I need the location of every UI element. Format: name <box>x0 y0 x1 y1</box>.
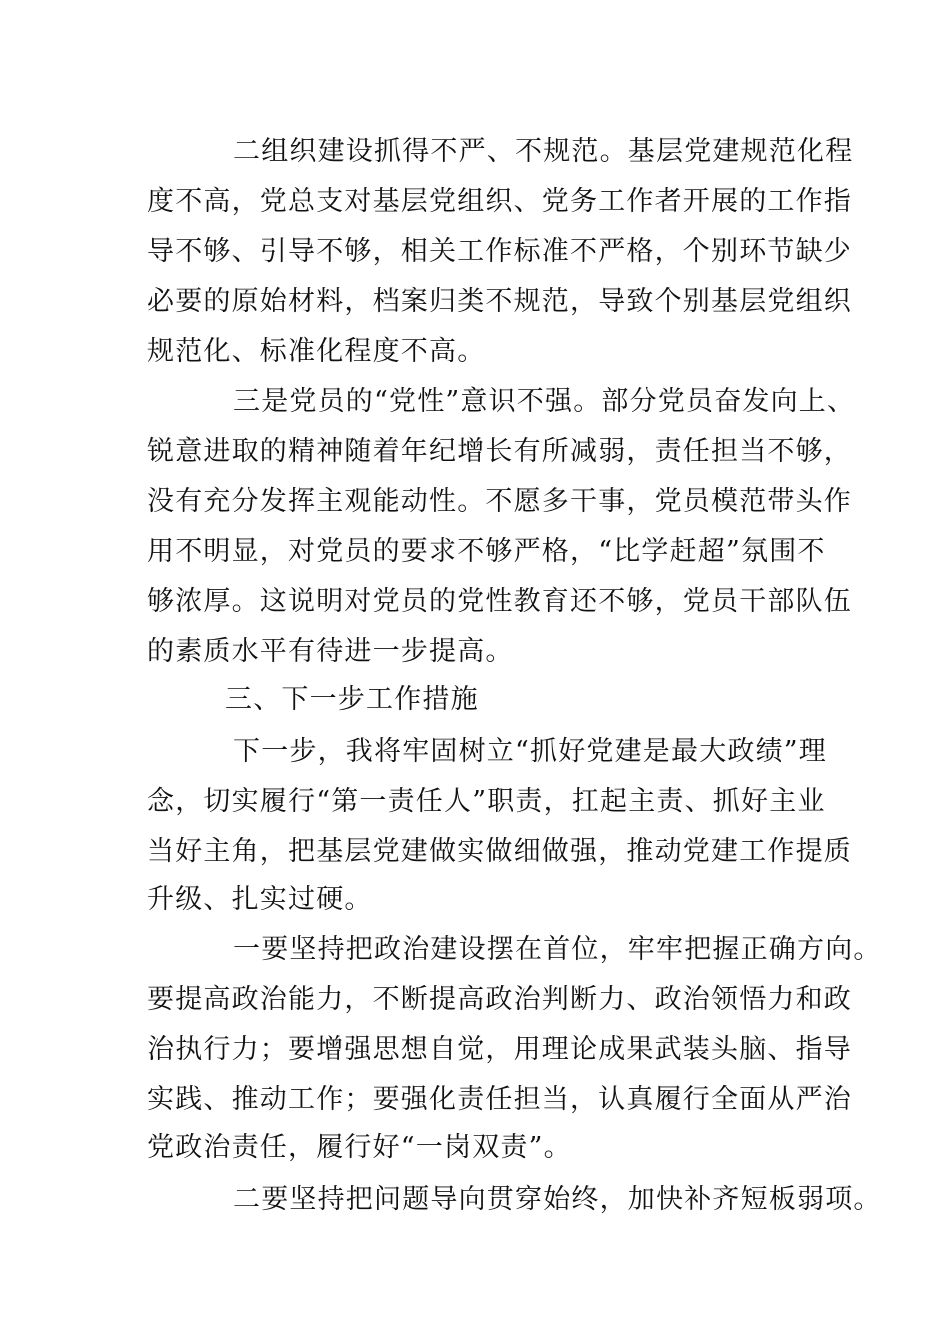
text-line: 治执行力；要增强思想自觉，用理论成果武装头脑、指导 <box>147 1034 852 1065</box>
text-line: 的素质水平有待进一步提高。 <box>147 636 514 667</box>
text-line: 规范化、标准化程度不高。 <box>147 336 486 367</box>
text-line: 导不够、引导不够，相关工作标准不严格，个别环节缺少 <box>147 236 852 267</box>
text-line: 二组织建设抓得不严、不规范。基层党建规范化程 <box>233 136 854 167</box>
text-line: 当好主角，把基层党建做实做细做强，推动党建工作提质 <box>147 836 852 867</box>
text-line: 念，切实履行“第一责任人”职责，扛起主责、抓好主业 <box>147 786 826 817</box>
text-line: 必要的原始材料，档案归类不规范，导致个别基层党组织 <box>147 286 852 317</box>
text-line: 三是党员的“党性”意识不强。部分党员奋发向上、 <box>233 386 856 417</box>
text-line: 锐意进取的精神随着年纪增长有所减弱，责任担当不够， <box>147 436 852 467</box>
text-line: 二要坚持把问题导向贯穿始终，加快补齐短板弱项。 <box>233 1184 882 1215</box>
text-line: 升级、扎实过硬。 <box>147 884 373 915</box>
text-line: 一要坚持把政治建设摆在首位，牢牢把握正确方向。 <box>233 934 882 965</box>
text-line: 下一步，我将牢固树立“抓好党建是最大政绩”理 <box>233 736 828 767</box>
text-line: 够浓厚。这说明对党员的党性教育还不够，党员干部队伍 <box>147 586 852 617</box>
text-line: 没有充分发挥主观能动性。不愿多干事，党员模范带头作 <box>147 486 852 517</box>
text-line: 实践、推动工作；要强化责任担当，认真履行全面从严治 <box>147 1084 852 1115</box>
text-line: 用不明显，对党员的要求不够严格，“比学赶超”氛围不 <box>147 536 826 567</box>
text-line: 度不高，党总支对基层党组织、党务工作者开展的工作指 <box>147 186 852 217</box>
section-heading: 三、下一步工作措施 <box>225 684 479 715</box>
text-line: 党政治责任，履行好“一岗双责”。 <box>147 1132 572 1163</box>
text-line: 要提高政治能力，不断提高政治判断力、政治领悟力和政 <box>147 984 852 1015</box>
